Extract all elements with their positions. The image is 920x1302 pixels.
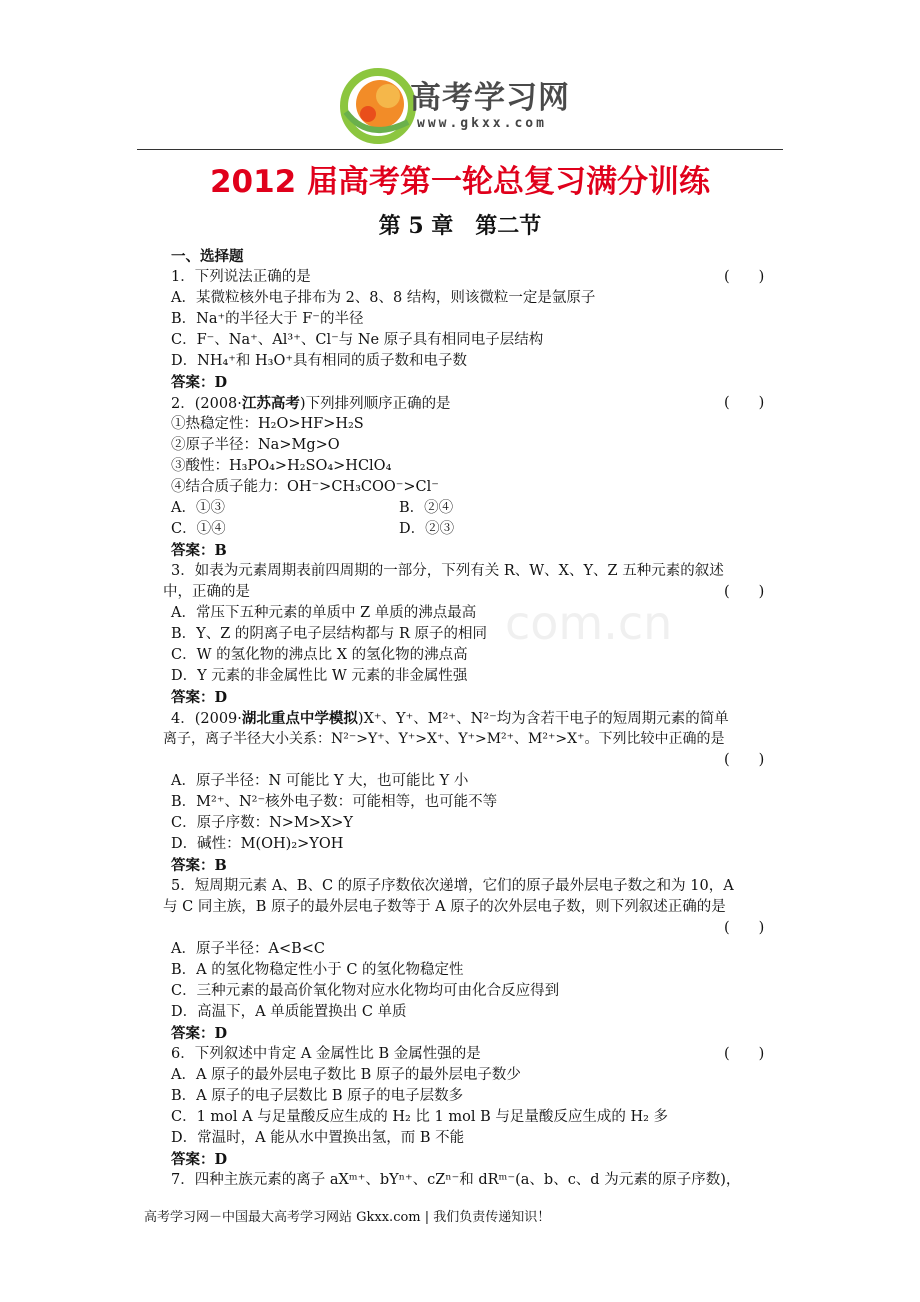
q5-stem-line1: 5．短周期元素 A、B、C 的原子序数依次递增，它们的原子最外层电子数之和为 10，A	[171, 878, 734, 894]
q2-stem-post: )下列排列顺序正确的是	[299, 396, 451, 412]
q4-option-c: C．原子序数：N>M>X>Y	[171, 815, 353, 831]
q2-option-b: B．②④	[399, 500, 454, 516]
q5-answer: 答案：D	[171, 1025, 228, 1042]
q6-option-c: C．1 mol A 与足量酸反应生成的 H₂ 比 1 mol B 与足量酸反应生成的 H₂ 多	[171, 1109, 669, 1125]
q2-item-3: ③酸性：H₃PO₄>H₂SO₄>HClO₄	[171, 458, 392, 474]
q4-stem-line1	[171, 708, 783, 729]
q2-stem-pre: 2．(2008·	[171, 396, 242, 412]
logo-url: www.gkxx.com	[417, 116, 547, 131]
page-footer: 高考学习网－中国最大高考学习网站 Gkxx.com | 我们负责传递知识！	[144, 1210, 551, 1225]
q4-stem-line2: 离子，离子半径大小关系：N²⁻>Y⁺、Y⁺>X⁺、Y⁺>M²⁺、M²⁺>X⁺。下列比较中正确的是	[163, 731, 725, 747]
section-heading: 一、选择题	[171, 248, 244, 265]
watermark: com.cn	[505, 596, 673, 650]
q2-option-d: D．②③	[399, 521, 455, 537]
answer-blank: ( )	[724, 1046, 765, 1062]
q4-stem-post: )X⁺、Y⁺、M²⁺、N²⁻均为含若干电子的短周期元素的简单	[357, 711, 729, 727]
answer-blank: ( )	[724, 395, 765, 411]
q2-answer: 答案：B	[171, 542, 227, 559]
q4-answer: 答案：B	[171, 857, 227, 874]
q1-option-c: C．F⁻、Na⁺、Al³⁺、Cl⁻与 Ne 原子具有相同电子层结构	[171, 332, 544, 348]
q2-option-a: A．①③	[171, 500, 225, 516]
q6-option-b: B．A 原子的电子层数比 B 原子的电子层数多	[171, 1088, 464, 1104]
q6-stem-text: 6．下列叙述中肯定 A 金属性比 B 金属性强的是	[171, 1046, 481, 1062]
q1-stem-text: 1．下列说法正确的是	[171, 269, 311, 285]
q2-source: 江苏高考	[241, 395, 300, 412]
q3-stem-line2	[163, 582, 783, 603]
q1-stem	[171, 267, 783, 288]
q4-source: 湖北重点中学模拟	[241, 710, 358, 727]
logo-name: 高考学习网	[410, 80, 570, 116]
q5-option-c: C．三种元素的最高价氧化物对应水化物均可由化合反应得到	[171, 983, 560, 999]
q2-stem	[171, 393, 783, 414]
q3-option-c: C．W 的氢化物的沸点比 X 的氢化物的沸点高	[171, 647, 468, 663]
q2-options-cd	[171, 519, 783, 540]
q5-option-a: A．原子半径：A<B<C	[171, 941, 325, 957]
header-rule	[137, 149, 783, 150]
answer-blank: ( )	[724, 269, 765, 285]
q2-option-c: C．①④	[171, 521, 226, 537]
q2-item-2: ②原子半径：Na>Mg>O	[171, 437, 340, 453]
q6-stem	[171, 1044, 783, 1065]
page-subtitle: 第 5 章 第二节	[378, 213, 542, 239]
q7-stem: 7．四种主族元素的离子 aXᵐ⁺、bYⁿ⁺、cZⁿ⁻和 dRᵐ⁻(a、b、c、d 为元素的原子序数)，	[171, 1172, 741, 1188]
answer-blank: ( )	[724, 920, 765, 936]
q3-answer: 答案：D	[171, 689, 228, 706]
q5-option-d: D．高温下，A 单质能置换出 C 单质	[171, 1004, 407, 1020]
q1-answer: 答案：D	[171, 374, 228, 391]
q5-stem-line2: 与 C 同主族，B 原子的最外层电子数等于 A 原子的次外层电子数，则下列叙述正确的是	[163, 899, 726, 915]
q6-option-a: A．A 原子的最外层电子数比 B 原子的最外层电子数少	[171, 1067, 521, 1083]
q1-option-a: A．某微粒核外电子排布为 2、8、8 结构，则该微粒一定是氩原子	[171, 290, 596, 306]
q4-stem-pre: 4．(2009·	[171, 711, 242, 727]
q3-option-b: B．Y、Z 的阴离子电子层结构都与 R 原子的相同	[171, 626, 488, 642]
q6-option-d: D．常温时，A 能从水中置换出氢，而 B 不能	[171, 1130, 465, 1146]
answer-blank: ( )	[724, 584, 765, 600]
q2-item-1: ①热稳定性：H₂O>HF>H₂S	[171, 416, 364, 432]
q1-option-b: B．Na⁺的半径大于 F⁻的半径	[171, 311, 364, 327]
q6-answer: 答案：D	[171, 1151, 228, 1168]
q4-option-a: A．原子半径：N 可能比 Y 大，也可能比 Y 小	[171, 773, 469, 789]
q4-paren-line	[171, 750, 783, 771]
q2-options-ab	[171, 498, 783, 519]
q5-paren-line	[171, 918, 783, 939]
q4-option-b: B．M²⁺、N²⁻核外电子数：可能相等，也可能不等	[171, 794, 498, 810]
answer-blank: ( )	[724, 752, 765, 768]
q3-option-d: D．Y 元素的非金属性比 W 元素的非金属性强	[171, 668, 468, 684]
q3-stem-text: 中，正确的是	[163, 584, 250, 600]
q3-option-a: A．常压下五种元素的单质中 Z 单质的沸点最高	[171, 605, 477, 621]
page-title: 2012 届高考第一轮总复习满分训练	[209, 164, 711, 200]
question-list	[163, 246, 783, 1191]
q5-option-b: B．A 的氢化物稳定性小于 C 的氢化物稳定性	[171, 962, 464, 978]
q1-option-d: D．NH₄⁺和 H₃O⁺具有相同的质子数和电子数	[171, 353, 468, 369]
q3-stem-line1: 3．如表为元素周期表前四周期的一部分，下列有关 R、W、X、Y、Z 五种元素的叙述	[171, 563, 724, 579]
q4-option-d: D．碱性：M(OH)₂>YOH	[171, 836, 344, 852]
q2-item-4: ④结合质子能力：OH⁻>CH₃COO⁻>Cl⁻	[171, 479, 439, 495]
